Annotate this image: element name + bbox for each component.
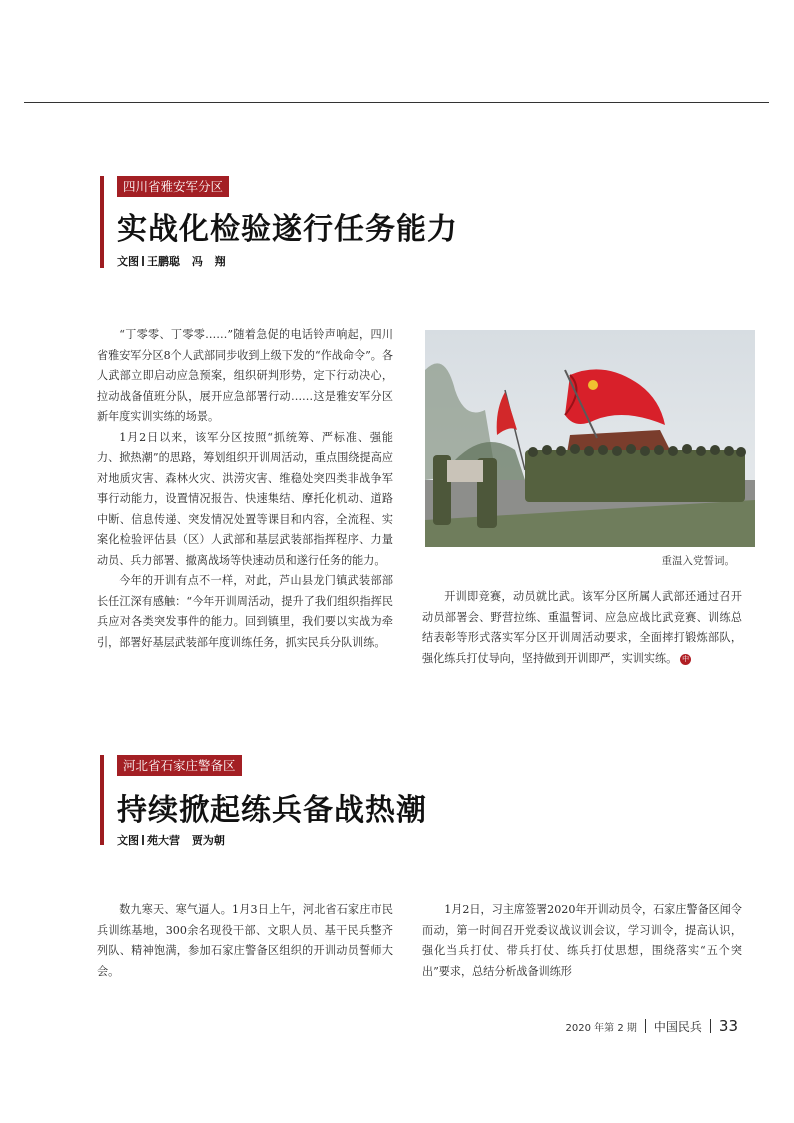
article2-region-tag: 河北省石家庄警备区 [117,755,242,776]
article1-right-column [422,587,742,669]
article2-left-column [97,900,393,982]
article2-right-column [422,900,742,982]
magazine-name: 中国民兵 [653,1019,702,1034]
article1-title: 实战化检验遂行任务能力 [117,212,458,247]
article1-left-column [97,325,393,653]
article2-paragraph: 1月2日，习主席签署2020年开训动员令，石家庄警备区闻令而动，第一时间召开党委议战议训会议，学习训令，提高认识，强化当兵打仗、带兵打仗、练兵打仗思想，围绕落实“五个突出”要求，总结分析战备训练形 [422,903,742,978]
article1-photo [425,330,755,547]
end-mark-icon: 中 [682,654,690,663]
article1-paragraph: 1月2日以来，该军分区按照“抓统筹、严标准、强能力、掀热潮”的思路，筹划组织开训周活动，重点围绕提高应对地质灾害、森林火灾、洪涝灾害、维稳处突四类非战争军事行动能力，设置情况报告、快速集结、摩托化机动、道路中断、信息传递、突发情况处置等课目和内容，全流程、实案化检验评估县（区）人武部和基层武装部指挥程序、力量动员、兵力部署、撤离战场等快速动员和遂行任务的能力。 [97,430,393,567]
article2-title: 持续掀起练兵备战热潮 [117,793,427,828]
photo-caption: 重温入党誓词。 [661,555,735,567]
page-number: 33 [718,1017,738,1035]
top-rule [24,102,769,103]
article2-byline [117,832,225,848]
article1-region-tag: 四川省雅安军分区 [117,176,229,197]
article2-accent-bar [100,755,104,845]
article2-paragraph: 数九寒天、寒气逼人。1月3日上午，河北省石家庄市民兵训练基地，300余名现役干部、文职人员、基干民兵整齐列队、精神饱满，参加石家庄警备区组织的开训动员誓师大会。 [97,903,393,978]
issue-label: 2020 年第 2 期 [565,1022,637,1034]
article1-paragraph: 今年的开训有点不一样，对此，芦山县龙门镇武装部部长任江深有感触：“今年开训周活动，提升了我们组织指挥民兵应对各类突发事件的能力。回到镇里，我们要以实战为牵引，部署好基层武装部年度训练任务，抓实民兵分队训练。 [97,574,393,649]
byline-names: 王鹏聪 冯 翔 [147,255,226,268]
byline-names: 苑大营 贾为朝 [147,834,225,847]
article1-byline [117,253,226,269]
byline-label: 文图 [117,255,139,268]
byline-label: 文图 [117,834,139,847]
article1-paragraph: “丁零零、丁零零……”随着急促的电话铃声响起，四川省雅安军分区8个人武部同步收到上级下发的“作战命令”。各人武部立即启动应急预案，组织研判形势，定下行动决心，拉动战备值班分队，展开应急部署行动……这是雅安军分区新年度实训实练的场景。 [97,328,393,423]
page-footer [566,1017,738,1035]
article1-right-paragraph: 开训即竞赛，动员就比武。该军分区所属人武部还通过召开动员部署会、野营拉练、重温誓词、应急应战比武竞赛、训练总结表彰等形式落实军分区开训周活动要求，全面摔打锻炼部队，强化练兵打仗导向，坚持做到开训即严，实训实练。 中 [422,590,742,665]
article1-accent-bar [100,176,104,268]
